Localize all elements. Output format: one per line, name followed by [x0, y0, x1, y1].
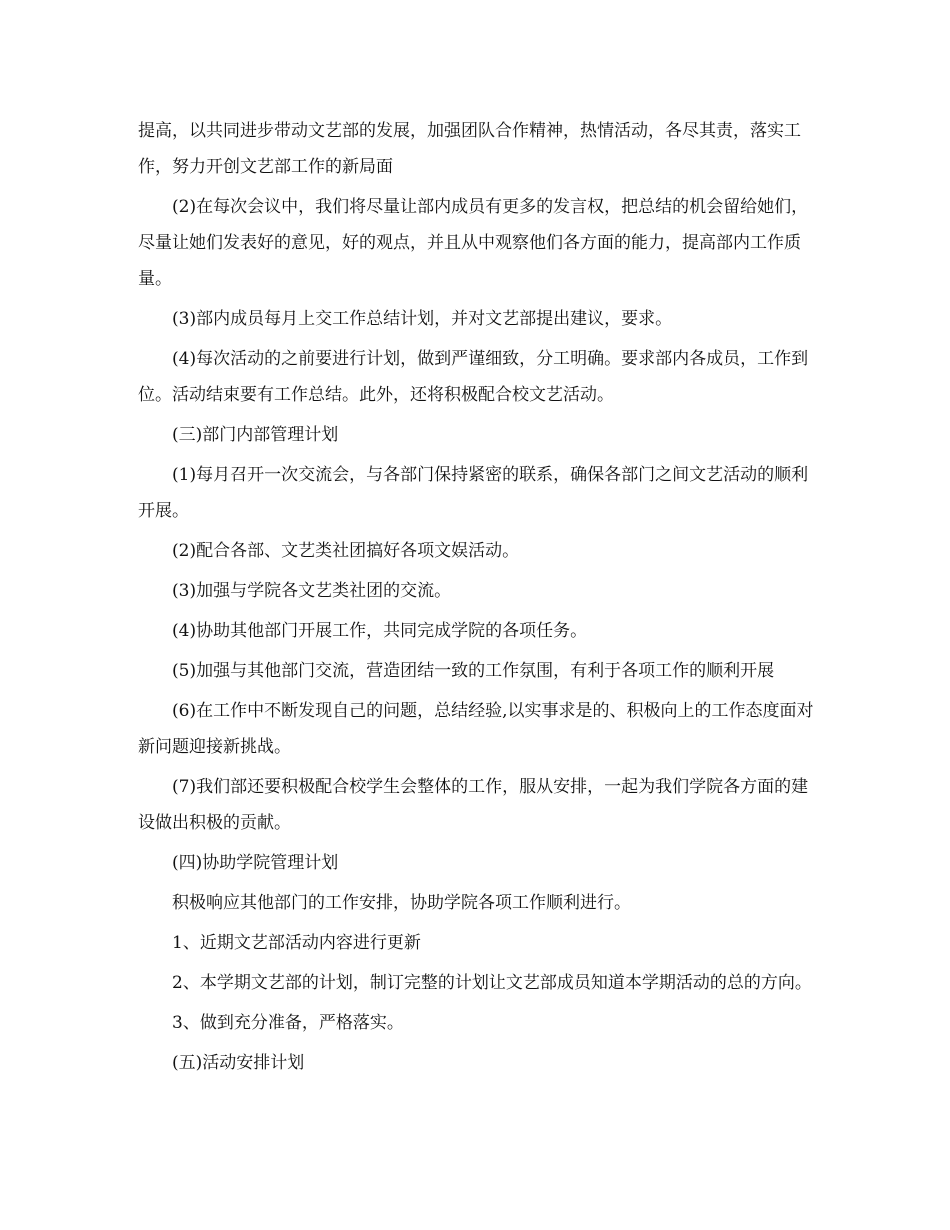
section-heading: (五)活动安排计划: [172, 1053, 305, 1073]
section-heading: (三)部门内部管理计划: [172, 425, 339, 445]
paragraph: 提高，以共同进步带动文艺部的发展，加强团队合作精神，热情活动，各尽其责，落实工作，努力开创文艺部工作的新局面: [138, 121, 801, 177]
paragraph: (4)每次活动的之前要进行计划，做到严谨细致，分工明确。要求部内各成员，工作到位。活动结束要有工作总结。此外，还将积极配合校文艺活动。: [138, 349, 809, 405]
document-body: [138, 113, 818, 1085]
list-item: 1、近期文艺部活动内容进行更新: [172, 933, 421, 953]
list-item: 3、做到充分准备，严格落实。: [172, 1013, 404, 1033]
paragraph: (6)在工作中不断发现自己的问题，总结经验,以实事求是的、积极向上的工作态度面对新问题迎接新挑战。: [138, 701, 814, 757]
paragraph: (5)加强与其他部门交流，营造团结一致的工作氛围，有利于各项工作的顺利开展: [172, 661, 775, 681]
paragraph: (3)部内成员每月上交工作总结计划，并对文艺部提出建议，要求。: [172, 309, 673, 329]
paragraph: (3)加强与学院各文艺类社团的交流。: [172, 581, 452, 601]
paragraph: (4)协助其他部门开展工作，共同完成学院的各项任务。: [172, 621, 588, 641]
paragraph: (1)每月召开一次交流会，与各部门保持紧密的联系，确保各部门之间文艺活动的顺利开展。: [138, 465, 809, 521]
paragraph: 积极响应其他部门的工作安排，协助学院各项工作顺利进行。: [172, 893, 631, 913]
list-item: 2、本学期文艺部的计划，制订完整的计划让文艺部成员知道本学期活动的总的方向。: [172, 973, 812, 993]
paragraph: (7)我们部还要积极配合校学生会整体的工作，服从安排，一起为我们学院各方面的建设做出积极的贡献。: [138, 777, 809, 833]
paragraph: (2)在每次会议中，我们将尽量让部内成员有更多的发言权，把总结的机会留给她们，尽量让她们发表好的意见，好的观点，并且从中观察他们各方面的能力，提高部内工作质量。: [138, 197, 809, 289]
section-heading: (四)协助学院管理计划: [172, 853, 339, 873]
paragraph: (2)配合各部、文艺类社团搞好各项文娱活动。: [172, 541, 520, 561]
